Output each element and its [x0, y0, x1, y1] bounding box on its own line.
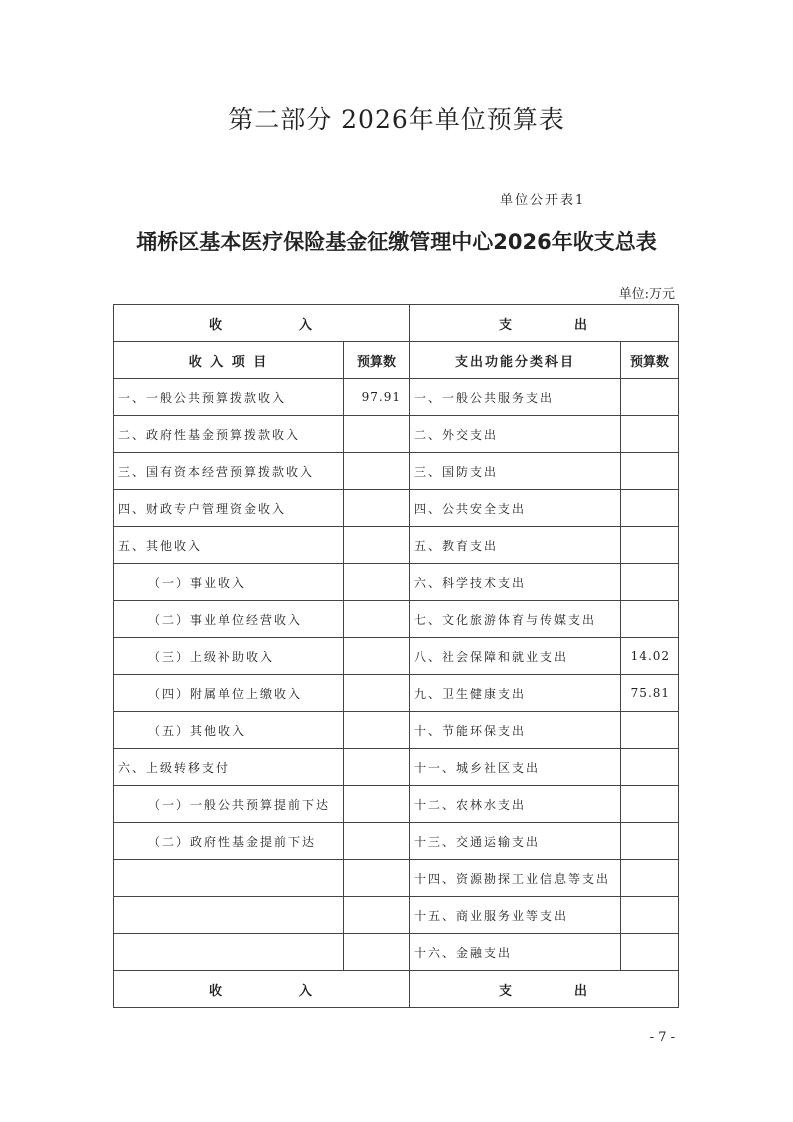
- income-amount-cell: [344, 638, 410, 675]
- expense-item-cell: 十五、商业服务业等支出: [410, 897, 621, 934]
- income-header: 收 入: [114, 305, 410, 342]
- expense-amount-cell: 75.81: [621, 675, 679, 712]
- expense-amount-cell: [621, 712, 679, 749]
- income-footer: 收 入: [114, 971, 410, 1008]
- expense-amount-cell: [621, 934, 679, 971]
- form-number: 单位公开表1: [500, 193, 586, 208]
- expense-amount-cell: [621, 564, 679, 601]
- expense-footer: 支 出: [410, 971, 679, 1008]
- income-item-cell: [114, 860, 344, 897]
- expense-item-cell: 七、文化旅游体育与传媒支出: [410, 601, 621, 638]
- income-item-cell: 五、其他收入: [114, 527, 344, 564]
- income-item-cell: （一）事业收入: [114, 564, 344, 601]
- income-item-cell: （五）其他收入: [114, 712, 344, 749]
- expense-item-cell: 十六、金融支出: [410, 934, 621, 971]
- income-amount-header: 预算数: [344, 342, 410, 379]
- expense-item-cell: 十、节能环保支出: [410, 712, 621, 749]
- expense-amount-cell: 14.02: [621, 638, 679, 675]
- table-row: [114, 749, 679, 786]
- expense-amount-cell: [621, 453, 679, 490]
- income-item-cell: （四）附属单位上缴收入: [114, 675, 344, 712]
- income-amount-cell: [344, 490, 410, 527]
- part-title: 第二部分 2026年单位预算表: [228, 105, 565, 134]
- income-item-cell: 二、政府性基金预算拨款收入: [114, 416, 344, 453]
- income-item-cell: 三、国有资本经营预算拨款收入: [114, 453, 344, 490]
- table-row: [114, 379, 679, 416]
- table-row: [114, 934, 679, 971]
- income-amount-cell: [344, 823, 410, 860]
- expense-amount-cell: [621, 897, 679, 934]
- expense-item-cell: 一、一般公共服务支出: [410, 379, 621, 416]
- income-amount-cell: [344, 749, 410, 786]
- table-row: [114, 860, 679, 897]
- expense-header: 支 出: [410, 305, 679, 342]
- income-item-header: 收 入 项 目: [114, 342, 344, 379]
- income-amount-cell: [344, 897, 410, 934]
- income-item-cell: （二）事业单位经营收入: [114, 601, 344, 638]
- table-row: [114, 675, 679, 712]
- expense-item-cell: 十二、农林水支出: [410, 786, 621, 823]
- income-amount-cell: [344, 786, 410, 823]
- expense-amount-cell: [621, 527, 679, 564]
- expense-amount-cell: [621, 786, 679, 823]
- table-row: [114, 786, 679, 823]
- table-row: [114, 527, 679, 564]
- table-row: [114, 823, 679, 860]
- table-row: [114, 416, 679, 453]
- income-item-cell: （一）一般公共预算提前下达: [114, 786, 344, 823]
- expense-amount-cell: [621, 416, 679, 453]
- income-item-cell: （二）政府性基金提前下达: [114, 823, 344, 860]
- expense-item-cell: 十四、资源勘探工业信息等支出: [410, 860, 621, 897]
- footer-row: [114, 971, 679, 1008]
- table-row: [114, 490, 679, 527]
- income-item-cell: 一、一般公共预算拨款收入: [114, 379, 344, 416]
- income-item-cell: [114, 897, 344, 934]
- expense-amount-cell: [621, 823, 679, 860]
- income-amount-cell: 97.91: [344, 379, 410, 416]
- expense-item-cell: 十一、城乡社区支出: [410, 749, 621, 786]
- expense-amount-cell: [621, 749, 679, 786]
- table-row: [114, 638, 679, 675]
- income-amount-cell: [344, 860, 410, 897]
- expense-item-cell: 六、科学技术支出: [410, 564, 621, 601]
- expense-item-cell: 九、卫生健康支出: [410, 675, 621, 712]
- expense-amount-cell: [621, 860, 679, 897]
- expense-item-header: 支出功能分类科目: [410, 342, 621, 379]
- page-number: - 7 -: [649, 1030, 675, 1045]
- unit-label: 单位:万元: [618, 287, 675, 302]
- table-row: [114, 601, 679, 638]
- expense-item-cell: 五、教育支出: [410, 527, 621, 564]
- income-expense-table: [113, 304, 679, 1008]
- income-amount-cell: [344, 934, 410, 971]
- expense-item-cell: 四、公共安全支出: [410, 490, 621, 527]
- income-amount-cell: [344, 527, 410, 564]
- expense-amount-cell: [621, 379, 679, 416]
- table-row: [114, 897, 679, 934]
- header-row-top: [114, 305, 679, 342]
- income-item-cell: 六、上级转移支付: [114, 749, 344, 786]
- table-row: [114, 453, 679, 490]
- table-row: [114, 564, 679, 601]
- expense-amount-cell: [621, 601, 679, 638]
- income-item-cell: [114, 934, 344, 971]
- expense-amount-cell: [621, 490, 679, 527]
- expense-item-cell: 二、外交支出: [410, 416, 621, 453]
- expense-amount-header: 预算数: [621, 342, 679, 379]
- expense-item-cell: 三、国防支出: [410, 453, 621, 490]
- expense-item-cell: 十三、交通运输支出: [410, 823, 621, 860]
- income-amount-cell: [344, 453, 410, 490]
- table-row: [114, 712, 679, 749]
- income-amount-cell: [344, 712, 410, 749]
- income-amount-cell: [344, 564, 410, 601]
- income-item-cell: （三）上级补助收入: [114, 638, 344, 675]
- income-item-cell: 四、财政专户管理资金收入: [114, 490, 344, 527]
- table-title: 埇桥区基本医疗保险基金征缴管理中心2026年收支总表: [136, 230, 657, 254]
- header-row-sub: [114, 342, 679, 379]
- income-amount-cell: [344, 675, 410, 712]
- income-amount-cell: [344, 416, 410, 453]
- income-amount-cell: [344, 601, 410, 638]
- expense-item-cell: 八、社会保障和就业支出: [410, 638, 621, 675]
